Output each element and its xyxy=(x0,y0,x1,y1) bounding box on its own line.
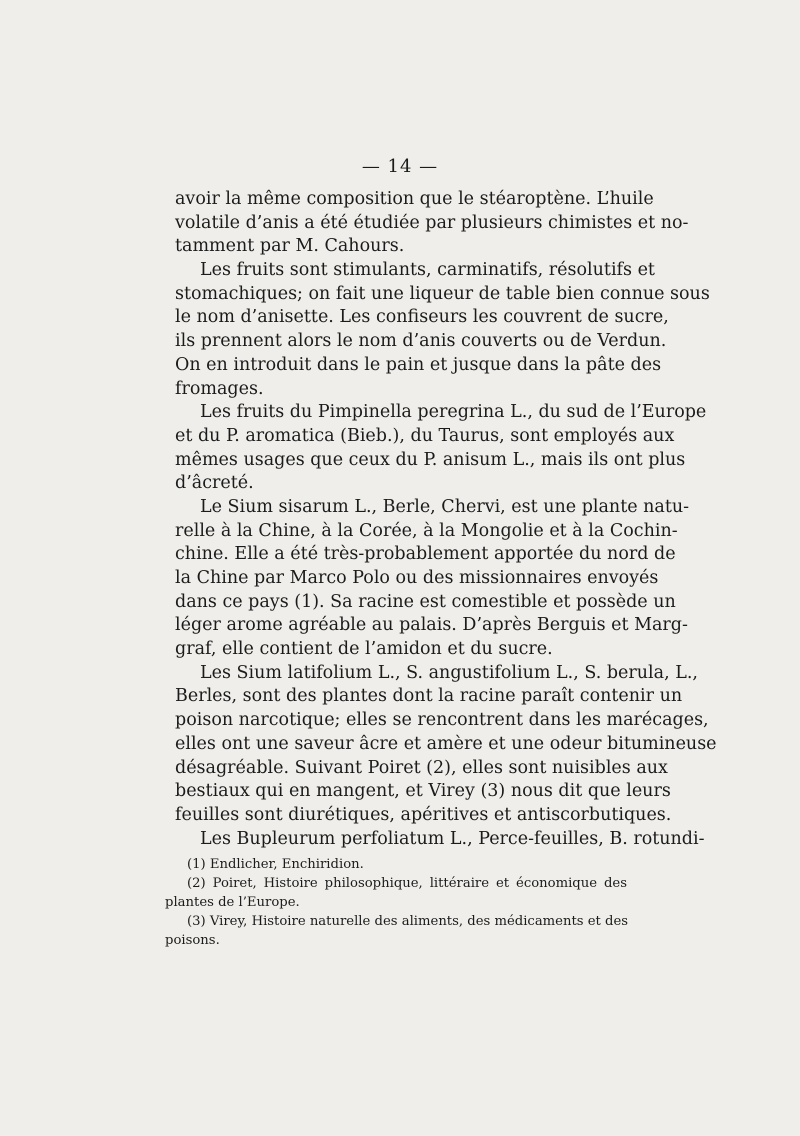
footnote-line: poisons. xyxy=(165,933,220,948)
footnote-line: (2) Poiret, Histoire philosophique, littéraire et économique des xyxy=(187,876,627,891)
text-line: graf, elle contient de l’amidon et du sucre. xyxy=(175,639,553,660)
text-line: désagréable. Suivant Poiret (2), elles sont nuisibles aux xyxy=(175,757,668,778)
text-line: elles ont une saveur âcre et amère et une odeur bitumineuse xyxy=(175,733,717,754)
text-line: volatile d’anis a été étudiée par plusieurs chimistes et no- xyxy=(175,212,689,233)
body-text xyxy=(175,188,717,851)
text-line: poison narcotique; elles se rencontrent dans les marécages, xyxy=(175,710,709,731)
text-line: Berles, sont des plantes dont la racine paraît contenir un xyxy=(175,686,683,707)
text-line: avoir la même composition que le stéaroptène. L’huile xyxy=(175,189,654,209)
text-line: ils prennent alors le nom d’anis couverts ou de Verdun. xyxy=(175,331,667,352)
text-line: léger arome agréable au palais. D’après Berguis et Marg- xyxy=(175,615,688,636)
footnotes xyxy=(165,855,627,950)
footnote-line: (3) Virey, Histoire naturelle des aliments, des médicaments et des xyxy=(187,914,629,929)
text-line: la Chine par Marco Polo ou des missionnaires envoyés xyxy=(175,568,659,588)
text-line: tamment par M. Cahours. xyxy=(175,236,405,257)
text-line: d’âcreté. xyxy=(175,473,254,494)
text-line: dans ce pays (1). Sa racine est comestible et possède un xyxy=(175,591,676,612)
text-line: Les Bupleurum perfoliatum L., Perce-feuilles, B. rotundi- xyxy=(200,828,705,849)
text-line: On en introduit dans le pain et jusque dans la pâte des xyxy=(175,354,662,375)
text-line: Les fruits du Pimpinella peregrina L., du sud de l’Europe xyxy=(200,402,707,423)
text-line: Le Sium sisarum L., Berle, Chervi, est une plante natu- xyxy=(200,496,690,517)
text-line: fromages. xyxy=(175,378,264,399)
text-line: mêmes usages que ceux du P. anisum L., mais ils ont plus xyxy=(175,449,686,470)
text-line: Les fruits sont stimulants, carminatifs, résolutifs et xyxy=(200,260,655,281)
text-line: relle à la Chine, à la Corée, à la Mongolie et à la Cochin- xyxy=(175,520,678,541)
footnote-line: (1) Endlicher, Enchiridion. xyxy=(187,857,364,872)
text-line: et du P. aromatica (Bieb.), du Taurus, sont employés aux xyxy=(175,425,675,446)
text-line: chine. Elle a été très-probablement apportée du nord de xyxy=(175,544,676,565)
text-line: Les Sium latifolium L., S. angustifolium L., S. berula, L., xyxy=(200,662,698,683)
text-line: stomachiques; on fait une liqueur de table bien connue sous xyxy=(175,283,710,304)
text-line: bestiaux qui en mangent, et Virey (3) nous dit que leurs xyxy=(175,781,671,802)
footnote-line: plantes de l’Europe. xyxy=(165,895,300,910)
text-line: le nom d’anisette. Les confiseurs les couvrent de sucre, xyxy=(175,307,669,328)
page-number: — 14 — xyxy=(361,156,439,177)
text-line: feuilles sont diurétiques, apéritives et antiscorbutiques. xyxy=(175,804,672,825)
